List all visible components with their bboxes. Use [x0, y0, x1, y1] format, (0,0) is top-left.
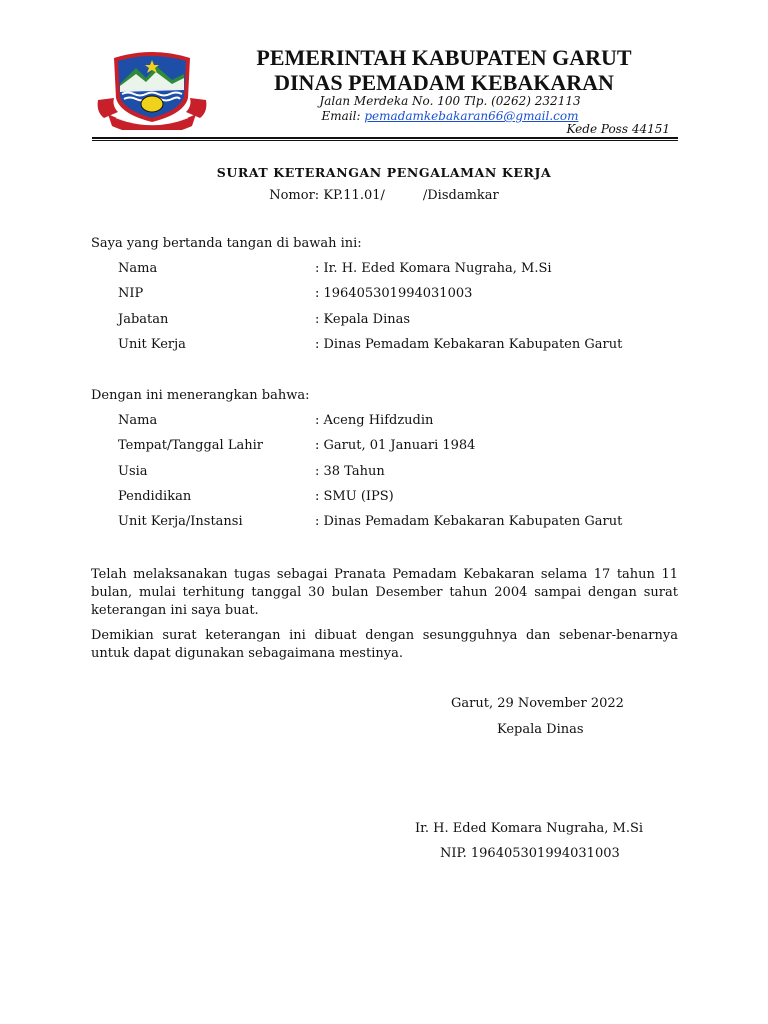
- subject-row: [118, 464, 678, 482]
- field-value: : Garut, 01 Januari 1984: [315, 438, 476, 453]
- place-date: Garut, 29 November 2022: [451, 696, 624, 711]
- field-label: Unit Kerja/Instansi: [118, 514, 243, 529]
- postal-code: Kede Poss 44151: [566, 122, 670, 136]
- subject-row: [118, 489, 678, 507]
- number-suffix: /Disdamkar: [422, 188, 499, 203]
- closing-statement: Demikian surat keterangan ini dibuat dengan sesungguhnya dan sebenar-benarnya untuk dapat digunakan sebagaimana mestinya.: [91, 628, 678, 661]
- field-label: Jabatan: [118, 312, 169, 327]
- signatory-row: [118, 337, 678, 355]
- agency-name: [210, 45, 678, 95]
- signatory-position: Kepala Dinas: [497, 722, 584, 737]
- header-rule-thick: [92, 137, 678, 139]
- field-value: : Dinas Pemadam Kebakaran Kabupaten Garut: [315, 337, 623, 352]
- signatory-row: [118, 261, 678, 279]
- garut-regency-emblem-icon: [94, 48, 210, 130]
- field-value: : 38 Tahun: [315, 464, 385, 479]
- subject-row: [118, 413, 678, 431]
- subject-intro: Dengan ini menerangkan bahwa:: [91, 388, 310, 403]
- service-statement: Telah melaksanakan tugas sebagai Pranata Pemadam Kebakaran selama 17 tahun 11 bulan, mulai terhitung tanggal 30 bulan Desember tahun 2004 sampai dengan surat keterangan ini saya buat.: [91, 567, 678, 618]
- email-link[interactable]: pemadamkebakaran66@gmail.com: [364, 109, 579, 123]
- field-label: Tempat/Tanggal Lahir: [118, 438, 263, 453]
- address-line: Jalan Merdeka No. 100 Tlp. (0262) 232113: [319, 94, 581, 108]
- email-label: Email:: [321, 109, 361, 123]
- government-name: PEMERINTAH KABUPATEN GARUT: [256, 45, 632, 70]
- department-name: DINAS PEMADAM KEBAKARAN: [274, 70, 614, 95]
- letterhead: [0, 0, 768, 140]
- field-label: Usia: [118, 464, 148, 479]
- subject-row: [118, 514, 678, 532]
- field-label: Nama: [118, 261, 158, 276]
- field-value: : SMU (IPS): [315, 489, 394, 504]
- field-label: Nama: [118, 413, 158, 428]
- signatory-row: [118, 286, 678, 304]
- document-title: SURAT KETERANGAN PENGALAMAN KERJA: [216, 165, 552, 180]
- number-prefix: Nomor: KP.11.01/: [269, 188, 385, 203]
- field-value: : Dinas Pemadam Kebakaran Kabupaten Garut: [315, 514, 623, 529]
- field-value: : Ir. H. Eded Komara Nugraha, M.Si: [315, 261, 552, 276]
- field-value: : 196405301994031003: [315, 286, 473, 301]
- document-number: [90, 188, 678, 203]
- field-label: Pendidikan: [118, 489, 192, 504]
- field-label: NIP: [118, 286, 144, 301]
- field-label: Unit Kerja: [118, 337, 186, 352]
- signatory-intro: Saya yang bertanda tangan di bawah ini:: [91, 236, 362, 251]
- subject-row: [118, 438, 678, 456]
- contact-block: [260, 94, 640, 124]
- signatory-row: [118, 312, 678, 330]
- field-value: : Kepala Dinas: [315, 312, 411, 327]
- field-value: : Aceng Hifdzudin: [315, 413, 434, 428]
- header-rule-thin: [92, 140, 678, 141]
- signatory-name: Ir. H. Eded Komara Nugraha, M.Si: [415, 821, 644, 836]
- signatory-nip: NIP. 196405301994031003: [440, 846, 620, 861]
